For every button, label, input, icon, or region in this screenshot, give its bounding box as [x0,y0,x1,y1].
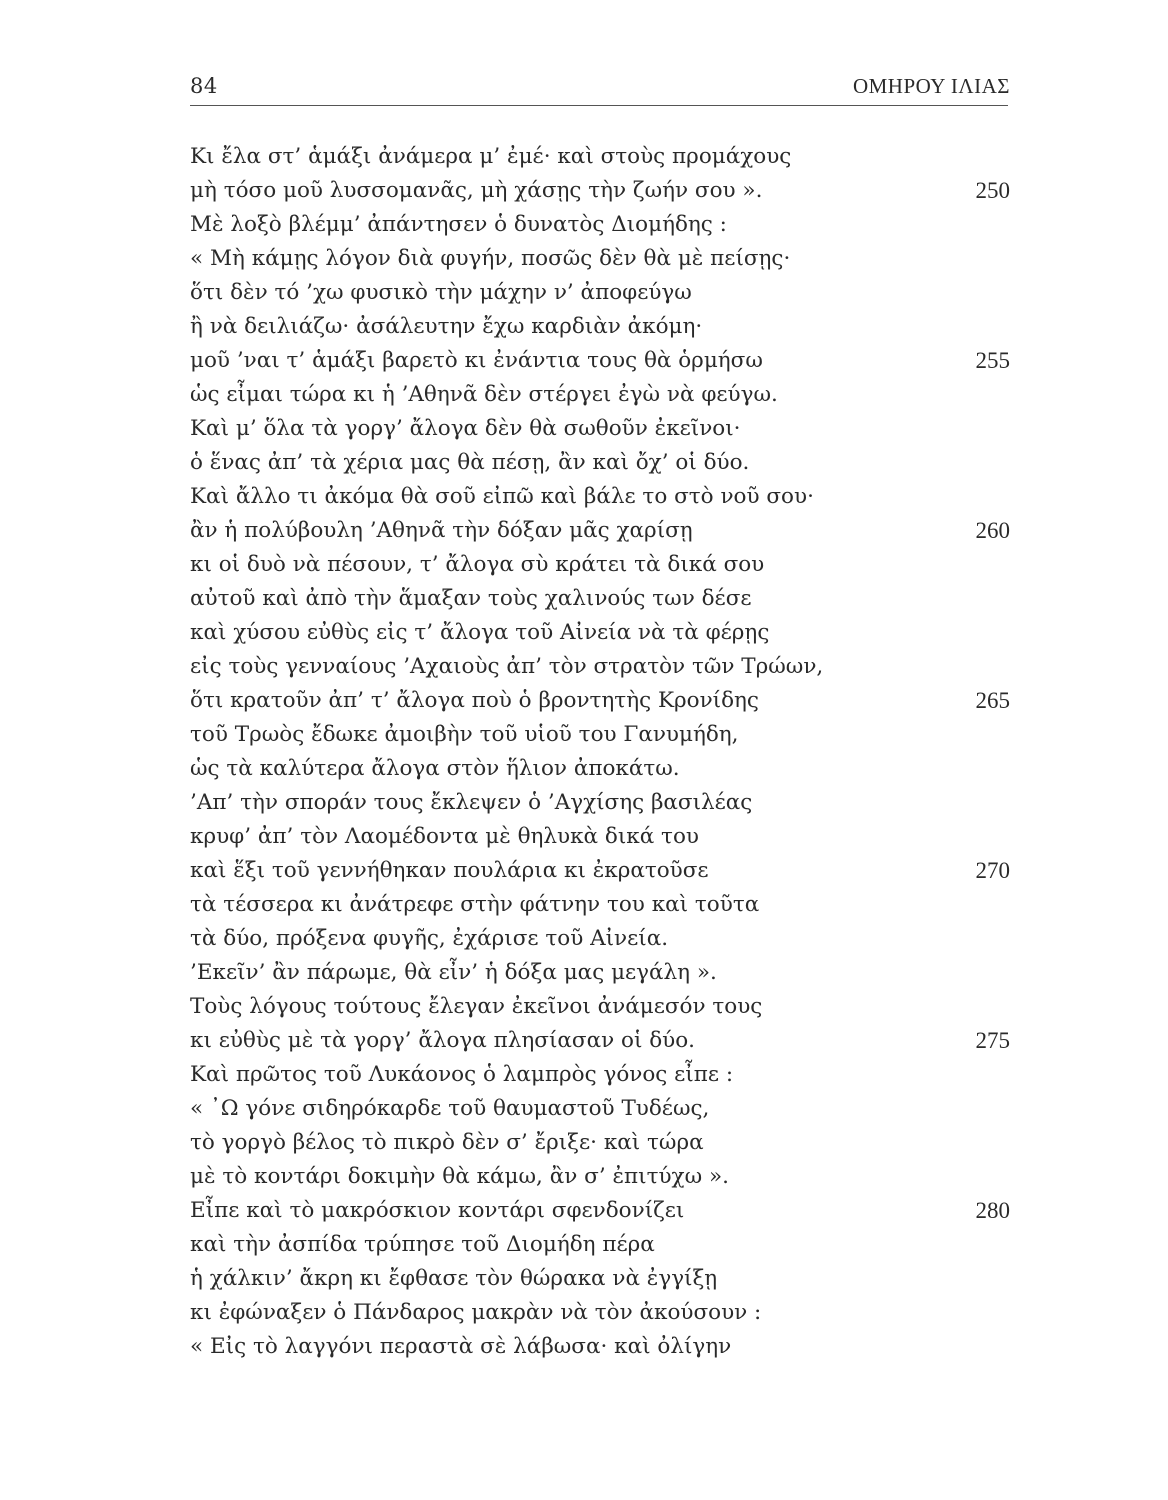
verse-line [190,888,1010,922]
verse-line [190,1160,1010,1194]
verse-line [190,446,1010,480]
verse-text: ὡς τὰ καλύτερα ἄλογα στὸν ἥλιον ἀποκάτω. [190,756,680,781]
verse-text: Τοὺς λόγους τούτους ἔλεγαν ἐκεῖνοι ἀνάμεσόν τους [190,994,763,1019]
verse-text: ἂν ἡ πολύβουλη ’Αθηνᾶ τὴν δόξαν μᾶς χαρίσῃ [190,518,693,543]
verse-line [190,140,1010,174]
verse-text: Καὶ μ’ ὅλα τὰ γοργ’ ἄλογα δὲν θὰ σωθοῦν ἐκεῖνοι· [190,416,741,441]
verse-line [190,1296,1010,1330]
verse-line [190,1024,1010,1058]
verse-line [190,1228,1010,1262]
verse-line [190,650,1010,684]
verse-text: μοῦ ’ναι τ’ ἁμάξι βαρετὸ κι ἐνάντια τους θὰ ὁρμήσω [190,348,763,373]
verse-text: κι οἱ δυὸ νὰ πέσουν, τ’ ἄλογα σὺ κράτει τὰ δικά σου [190,552,765,577]
verse-line [190,548,1010,582]
verse-text: κι εὐθὺς μὲ τὰ γοργ’ ἄλογα πλησίασαν οἱ δύο. [190,1028,695,1053]
verse-line [190,344,1010,378]
verse-line [190,310,1010,344]
verse-line [190,242,1010,276]
verse-text: κρυφ’ ἀπ’ τὸν Λαομέδοντα μὲ θηλυκὰ δικά του [190,824,699,849]
line-number: 270 [975,858,1010,883]
verse-line [190,616,1010,650]
verse-text: κι ἐφώναξεν ὁ Πάνδαρος μακρὰν νὰ τὸν ἀκούσουν : [190,1300,762,1325]
page-header [190,70,1010,104]
verse-text: ’Εκεῖν’ ἂν πάρωμε, θὰ εἶν’ ἡ δόξα μας μεγάλη ». [190,960,717,985]
verse-text: μὴ τόσο μοῦ λυσσομανᾶς, μὴ χάσῃς τὴν ζωήν σου ». [190,178,763,203]
verse-line [190,514,1010,548]
verse-text: « Μὴ κάμῃς λόγον διὰ φυγήν, ποσῶς δὲν θὰ μὲ πείσῃς· [190,246,791,271]
verse-line [190,208,1010,242]
line-number: 265 [975,688,1010,713]
verse-text: « ᾿Ω γόνε σιδηρόκαρδε τοῦ θαυμαστοῦ Τυδέως, [190,1096,710,1121]
verse-line [190,1092,1010,1126]
line-number: 275 [975,1028,1010,1053]
verse-text: τὸ γοργὸ βέλος τὸ πικρὸ δὲν σ’ ἔριξε· καὶ τώρα [190,1130,704,1155]
verse-line [190,752,1010,786]
verse-line [190,786,1010,820]
verse-line [190,412,1010,446]
verse-text: μὲ τὸ κοντάρι δοκιμὴν θὰ κάμω, ἂν σ’ ἐπιτύχω ». [190,1164,729,1189]
verse-line [190,684,1010,718]
verse-text: Καὶ πρῶτος τοῦ Λυκάονος ὁ λαμπρὸς γόνος εἶπε : [190,1062,734,1087]
running-title: ΟΜΗΡΟΥ ΙΛΙΑΣ [852,74,1010,98]
verse-line [190,480,1010,514]
verse-line [190,1058,1010,1092]
line-number: 260 [975,518,1010,543]
verse-line [190,276,1010,310]
verse-text: Εἶπε καὶ τὸ μακρόσκιον κοντάρι σφενδονίζει [190,1198,685,1223]
verse-line [190,378,1010,412]
verse-text: ’Απ’ τὴν σποράν τους ἔκλεψεν ὁ ’Αγχίσης βασιλέας [190,790,753,815]
line-number: 250 [975,178,1010,203]
verse-block [190,140,1010,1364]
verse-text: καὶ τὴν ἀσπίδα τρύπησε τοῦ Διομήδη πέρα [190,1232,655,1257]
verse-text: ὁ ἕνας ἀπ’ τὰ χέρια μας θὰ πέσῃ, ἂν καὶ ὄχ’ οἱ δύο. [190,450,750,475]
verse-text: ὅτι κρατοῦν ἀπ’ τ’ ἄλογα ποὺ ὁ βροντητὴς Κρονίδης [190,688,759,713]
verse-line [190,854,1010,888]
line-number: 280 [975,1198,1010,1223]
verse-text: ἢ νὰ δειλιάζω· ἀσάλευτην ἔχω καρδιὰν ἀκόμη· [190,314,703,339]
verse-line [190,1262,1010,1296]
verse-text: ἡ χάλκιν’ ἄκρη κι ἔφθασε τὸν θώρακα νὰ ἐγγίξῃ [190,1266,718,1291]
verse-line [190,922,1010,956]
verse-line [190,820,1010,854]
verse-text: καὶ ἕξι τοῦ γεννήθηκαν πουλάρια κι ἐκρατοῦσε [190,858,709,883]
verse-line [190,582,1010,616]
verse-line [190,1194,1010,1228]
verse-line [190,718,1010,752]
verse-line [190,174,1010,208]
verse-text: τὰ τέσσερα κι ἀνάτρεφε στὴν φάτνην του καὶ τοῦτα [190,892,760,917]
verse-text: « Εἰς τὸ λαγγόνι περαστὰ σὲ λάβωσα· καὶ ὀλίγην [190,1334,732,1359]
verse-text: ὅτι δὲν τό ’χω φυσικὸ τὴν μάχην ν’ ἀποφεύγω [190,280,692,305]
verse-line [190,1330,1010,1364]
verse-text: καὶ χύσου εὐθὺς εἰς τ’ ἄλογα τοῦ Αἰνεία νὰ τὰ φέρῃς [190,620,770,645]
page-number: 84 [190,74,218,98]
header-divider [190,105,1008,106]
verse-text: ὡς εἶμαι τώρα κι ἡ ’Αθηνᾶ δὲν στέργει ἐγὼ νὰ φεύγω. [190,382,778,407]
verse-text: εἰς τοὺς γενναίους ’Αχαιοὺς ἀπ’ τὸν στρατὸν τῶν Τρώων, [190,654,824,679]
verse-text: τοῦ Τρωὸς ἔδωκε ἀμοιβὴν τοῦ υἱοῦ του Γανυμήδη, [190,722,739,747]
verse-line [190,990,1010,1024]
verse-line [190,1126,1010,1160]
verse-text: Μὲ λοξὸ βλέμμ’ ἀπάντησεν ὁ δυνατὸς Διομήδης : [190,212,727,237]
verse-text: αὐτοῦ καὶ ἀπὸ τὴν ἅμαξαν τοὺς χαλινούς των δέσε [190,586,752,611]
verse-text: Καὶ ἄλλο τι ἀκόμα θὰ σοῦ εἰπῶ καὶ βάλε το στὸ νοῦ σου· [190,484,814,509]
verse-text: Κι ἔλα στ’ ἁμάξι ἀνάμερα μ’ ἐμέ· καὶ στοὺς προμάχους [190,144,792,169]
verse-line [190,956,1010,990]
line-number: 255 [975,348,1010,373]
verse-text: τὰ δύο, πρόξενα φυγῆς, ἐχάρισε τοῦ Αἰνεία. [190,926,669,951]
